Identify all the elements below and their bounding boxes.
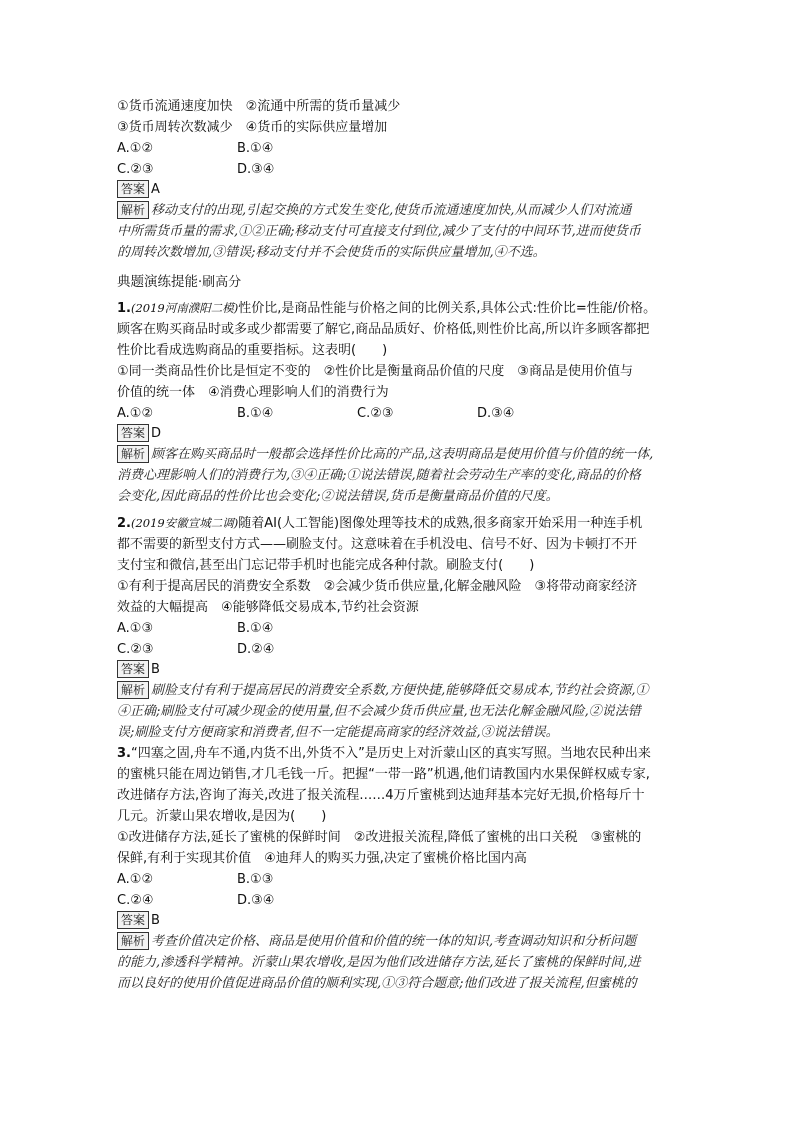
answer-value: B [151, 662, 160, 677]
answer-tag: 答案 [117, 424, 149, 442]
options-row-1 [117, 869, 679, 890]
option-b: B.①④ [237, 406, 274, 421]
explain-line: 刷脸支付有利于提高居民的消费安全系数,方便快捷,能够降低交易成本,节约社会资源,① [151, 683, 649, 698]
option-d: D.③④ [477, 406, 515, 421]
question-source: (2019河南濮阳二模) [130, 301, 239, 315]
options-row-2 [117, 159, 679, 180]
stem-line: ①改进储存方法,延长了蜜桃的保鲜时间 ②改进报关流程,降低了蜜桃的出口关税 ③蜜桃的 [117, 830, 642, 845]
statements-line-1: ①货币流通速度加快 ②流通中所需的货币量减少 [117, 99, 401, 114]
stem-line: ①有利于提高居民的消费安全系数 ②会减少货币供应量,化解金融风险 ③将带动商家经济 [117, 579, 638, 594]
stem-line: ①同一类商品性价比是恒定不变的 ②性价比是衡量商品价值的尺度 ③商品是使用价值与 [117, 364, 633, 379]
option-d: D.③④ [237, 893, 275, 908]
answer-value: B [151, 913, 160, 928]
question-2 [117, 513, 679, 743]
explain-line: 消费心理影响人们的消费行为,③④正确;①说法错误,随着社会劳动生产率的变化,商品的价格 [117, 468, 641, 483]
option-a: A.①② [117, 406, 154, 421]
answer-tag: 答案 [117, 911, 149, 929]
option-a: A.①③ [117, 621, 154, 636]
explain-line: ④正确;刷脸支付可减少现金的使用量,但不会减少货币供应量,也无法化解金融风险,②说法错 [117, 704, 641, 719]
option-a: A.①② [117, 141, 154, 156]
explain-line: 中所需货币量的需求,①②正确;移动支付可直接支付到位,减少了支付的中间环节,进而使货币 [117, 224, 641, 239]
options-row [117, 403, 679, 424]
explain-line: 会变化,因此商品的性价比也会变化;②说法错误,货币是衡量商品价值的尺度。 [117, 489, 559, 504]
option-c: C.②③ [117, 642, 154, 657]
stem-line: 效益的大幅提高 ④能够降低交易成本,节约社会资源 [117, 600, 419, 615]
document-page [117, 96, 679, 994]
options-row-2 [117, 639, 679, 660]
stem-line: 的蜜桃只能在周边销售,才几毛钱一斤。把握“一带一路”机遇,他们请教国内水果保鲜权威专家, [117, 767, 650, 782]
explain-tag: 解析 [117, 932, 149, 950]
question-number: 1. [117, 301, 131, 316]
explain-line: 的周转次数增加,③错误;移动支付并不会使货币的实际供应量增加,④不选。 [117, 245, 546, 260]
option-d: D.②④ [237, 642, 275, 657]
stem-line: 几元。沂蒙山果农增收,是因为( ) [117, 809, 327, 824]
answer-row [117, 180, 679, 200]
answer-row [117, 660, 679, 680]
question-source: (2019安徽宣城二调) [130, 516, 239, 530]
option-b: B.①③ [237, 872, 274, 887]
explain-line: 而以良好的使用价值促进商品价值的顺利实现,①③符合题意;他们改进了报关流程,但蜜桃的 [117, 976, 637, 991]
stem-line: 价值的统一体 ④消费心理影响人们的消费行为 [117, 385, 389, 400]
options-row-1 [117, 138, 679, 159]
stem-line: 改进储存方法,咨询了海关,改进了报关流程……4万斤蜜桃到达迪拜基本完好无损,价格每斤十 [117, 788, 645, 803]
explain-line: 误;刷脸支付方便商家和消费者,但不一定能提高商家的经济效益,③说法错误。 [117, 725, 559, 740]
answer-row [117, 424, 679, 444]
stem-line: “四塞之固,舟车不通,内货不出,外货不入”是历史上对沂蒙山区的真实写照。当地农民种出来 [130, 746, 651, 761]
stem-line: 顾客在购买商品时或多或少都需要了解它,商品品质好、价格低,则性价比高,所以许多顾客都把 [117, 322, 650, 337]
option-c: C.②③ [117, 162, 154, 177]
explain-line: 移动支付的出现,引起交换的方式发生变化,使货币流通速度加快,从而减少人们对流通 [151, 203, 632, 218]
question-0 [117, 96, 679, 263]
stem-line: 支付宝和微信,甚至出门忘记带手机时也能完成各种付款。刷脸支付( ) [117, 558, 535, 573]
question-3 [117, 743, 679, 994]
section-subtitle: ·刷高分 [198, 275, 242, 290]
section-title: 典题演练提能 [117, 274, 198, 290]
stem-line: 保鲜,有利于实现其价值 ④迪拜人的购买力强,决定了蜜桃价格比国内高 [117, 851, 527, 866]
explain-tag: 解析 [117, 201, 149, 219]
explain-tag: 解析 [117, 445, 149, 463]
question-number: 3. [117, 746, 131, 761]
explain-line: 的能力,渗透科学精神。沂蒙山果农增收,是因为他们改进储存方法,延长了蜜桃的保鲜时间,进 [117, 955, 641, 970]
stem-line: 性价比看成选购商品的重要指标。这表明( ) [117, 343, 388, 358]
option-b: B.①④ [237, 141, 274, 156]
options-row-1 [117, 618, 679, 639]
option-c: C.②③ [357, 406, 394, 421]
answer-row [117, 911, 679, 931]
explanation [117, 680, 679, 743]
explanation [117, 444, 679, 507]
explain-line: 考查价值决定价格、商品是使用价值和价值的统一体的知识,考查调动知识和分析问题 [151, 934, 637, 949]
explain-tag: 解析 [117, 681, 149, 699]
question-1 [117, 298, 679, 507]
stem-line: 都不需要的新型支付方式——刷脸支付。这意味着在手机没电、信号不好、因为卡顿打不开 [117, 537, 638, 552]
option-d: D.③④ [237, 162, 275, 177]
options-row-2 [117, 890, 679, 911]
answer-value: D [151, 426, 162, 441]
explain-line: 顾客在购买商品时一般都会选择性价比高的产品,这表明商品是使用价值与价值的统一体, [151, 447, 654, 462]
section-heading [117, 271, 679, 294]
stem-line: 性价比,是商品性能与价格之间的比例关系,具体公式:性价比=性能/价格。 [238, 301, 657, 316]
option-a: A.①② [117, 872, 154, 887]
explanation [117, 931, 679, 994]
question-number: 2. [117, 516, 131, 531]
option-c: C.②④ [117, 893, 154, 908]
statements-line-2: ③货币周转次数减少 ④货币的实际供应量增加 [117, 120, 388, 135]
answer-tag: 答案 [117, 660, 149, 678]
stem-line: 随着AI(人工智能)图像处理等技术的成熟,很多商家开始采用一种连手机 [238, 516, 643, 531]
answer-value: A [151, 182, 160, 197]
explanation [117, 200, 679, 263]
answer-tag: 答案 [117, 180, 149, 198]
option-b: B.①④ [237, 621, 274, 636]
